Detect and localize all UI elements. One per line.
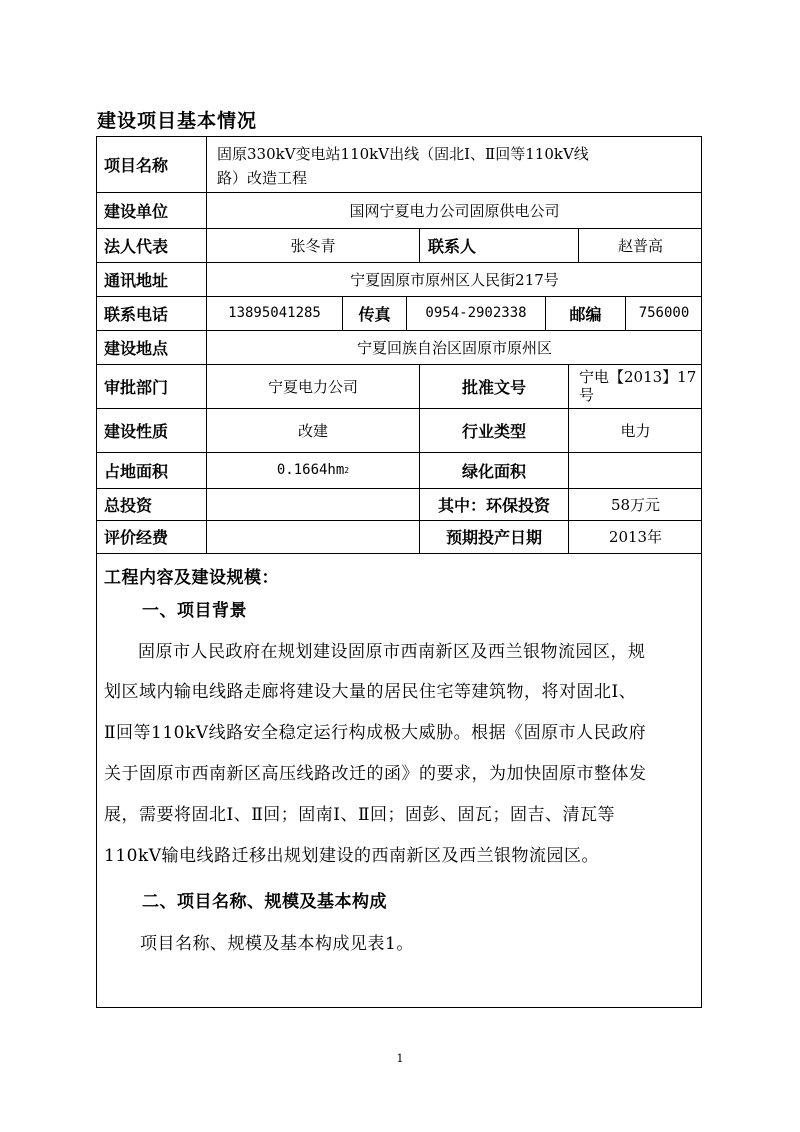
page-title: 建设项目基本情况 [97,110,258,132]
builder-value: 国网宁夏电力公司固原供电公司 [349,201,560,220]
industry-label: 行业类型 [461,421,526,441]
area-value-text: 0.1664hm [276,462,345,478]
fee-value [207,520,419,553]
paragraph-line: Ⅱ回等110kV线路安全稳定运行构成极大威胁。根据《固原市人民政府 [104,723,647,743]
location-label: 建设地点 [104,338,169,358]
project-name-line: 固原330kV变电站110kV出线（固北Ⅰ、Ⅱ回等110kV线 [217,145,589,163]
env-investment-label: 其中：环保投资 [437,495,550,515]
legal-rep-value: 张冬青 [290,236,336,255]
section-heading-composition: 二、项目名称、规模及基本构成 [142,892,387,912]
paragraph-line: 关于固原市西南新区高压线路改迁的函》的要求，为加快固原市整体发 [104,764,647,784]
contact-value: 赵普高 [617,236,663,255]
paragraph-line: 展，需要将固北Ⅰ、Ⅱ回；固南Ⅰ、Ⅱ回；固彭、固瓦；固吉、清瓦等 [104,805,616,825]
project-name-value [207,140,701,192]
approval-doc-label: 批准文号 [461,377,526,397]
approval-doc-line: 号 [579,386,595,404]
fax-label: 传真 [358,304,391,324]
project-name-line: 路）改造工程 [217,169,308,187]
contact-label: 联系人 [428,236,477,256]
green-area-label: 绿化面积 [461,461,526,481]
content-heading: 工程内容及建设规模： [104,568,279,588]
investment-label: 总投资 [104,495,153,515]
investment-value [207,488,419,520]
row-divider [96,553,702,554]
paragraph-line: 划区域内输电线路走廊将建设大量的居民住宅等建筑物，将对固北Ⅰ、 [104,682,637,702]
location-value: 宁夏回族自治区固原市原州区 [356,338,552,357]
section-heading-background: 一、项目背景 [142,601,247,621]
phone-label: 联系电话 [104,304,169,324]
zip-label: 邮编 [569,304,602,324]
green-area-value [569,452,702,488]
fee-label: 评价经费 [104,528,169,547]
project-name-label: 项目名称 [104,155,169,175]
approval-value: 宁夏电力公司 [267,377,358,396]
page-number: 1 [396,1052,404,1065]
env-investment-value: 58万元 [610,495,661,514]
approval-doc-line: 宁电【2013】17 [579,368,697,386]
area-value [207,452,419,488]
address-label: 通讯地址 [104,270,169,290]
industry-value: 电力 [620,421,651,440]
composition-paragraph: 项目名称、规模及基本构成见表1。 [140,934,414,954]
nature-value: 改建 [297,421,328,440]
phone-value: 13895041285 [228,305,321,321]
fax-value: 0954-2902338 [425,305,527,321]
paragraph-line: 固原市人民政府在规划建设固原市西南新区及西兰银物流园区，规 [138,642,646,662]
address-value: 宁夏固原市原州区人民街217号 [350,270,559,289]
area-unit-sup: 2 [344,465,350,475]
zip-value: 756000 [638,305,690,321]
background-paragraph [104,634,694,670]
approval-label: 审批部门 [104,377,169,397]
legal-rep-label: 法人代表 [104,236,169,256]
paragraph-line: 110kV输电线路迁移出规划建设的西南新区及西兰银物流园区。 [104,846,600,866]
area-label: 占地面积 [104,461,169,481]
production-date-value: 2013年 [608,528,663,546]
builder-label: 建设单位 [104,201,169,221]
approval-doc-value [569,364,702,408]
nature-label: 建设性质 [104,421,169,441]
production-date-label: 预期投产日期 [445,528,542,547]
